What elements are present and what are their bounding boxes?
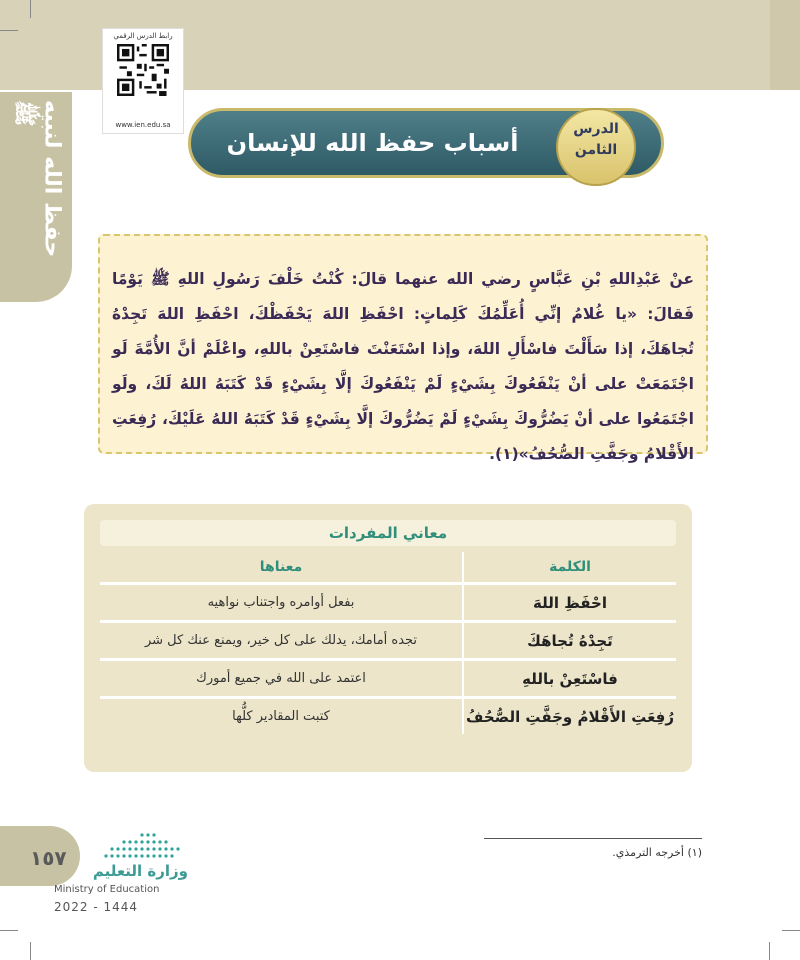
crop-mark: [0, 930, 18, 931]
qr-card[interactable]: [102, 28, 184, 134]
footnote-divider: [484, 838, 702, 839]
ministry-name: وزارة التعليم: [92, 862, 188, 880]
qr-url[interactable]: www.ien.edu.sa: [115, 121, 171, 129]
vocab-meaning: بفعل أوامره واجتناب نواهيه: [100, 584, 463, 622]
ministry-logo-icon: [96, 832, 192, 862]
qr-code-icon[interactable]: [117, 44, 169, 96]
table-row: [100, 622, 676, 660]
column-header-word: الكلمة: [463, 552, 676, 584]
lesson-title: أسباب حفظ الله للإنسان: [226, 129, 519, 157]
column-header-meaning: معناها: [100, 552, 463, 584]
vocabulary-table: [100, 552, 676, 734]
table-row: [100, 698, 676, 735]
footnote: (١) أخرجه الترمذي.: [612, 846, 702, 859]
crop-mark: [30, 0, 31, 18]
crop-mark: [782, 930, 800, 931]
qr-label: رابط الدرس الرقمي: [113, 32, 173, 40]
lesson-badge-label: الدرس: [573, 121, 619, 137]
vocab-meaning: اعتمد على الله في جميع أمورك: [100, 660, 463, 698]
vocab-word: تَجِدْهُ تُجاهَكَ: [463, 622, 676, 660]
crop-mark: [769, 942, 770, 960]
vocab-word: فاسْتَعِنْ باللهِ: [463, 660, 676, 698]
vocabulary-heading: معاني المفردات: [100, 520, 676, 546]
table-row: [100, 584, 676, 622]
vocab-meaning: كتبت المقادير كلُّها: [100, 698, 463, 735]
vocab-word: رُفِعَتِ الأَقْلامُ وجَفَّتِ الصُّحُفُ: [463, 698, 676, 735]
ministry-name-english: Ministry of Education: [54, 884, 160, 895]
hadith-text: عنْ عَبْدِاللهِ بْنِ عَبَّاسٍ رضي الله عنهما قالَ: كُنْتُ خَلْفَ رَسُولِ اللهِ ﷺ يَوْمًا فَقالَ: «يا غُلامُ إنِّي أُعَلِّمُكَ كَلِماتٍ: احْفَظِ اللهَ يَحْفَظْكَ، احْفَظِ اللهَ تَجِدْهُ تُجاهَكَ، إذا سَأَلْتَ فاسْأَلِ اللهَ، وإذا اسْتَعَنْتَ فاسْتَعِنْ باللهِ، واعْلَمْ أنَّ الأُمَّةَ لَو اجْتَمَعَتْ على أنْ يَنْفَعُوكَ بِشَيْءٍ لَمْ يَنْفَعُوكَ إلَّا بِشَيْءٍ قَدْ كَتَبَهُ اللهُ لَكَ، ولَو اجْتَمَعُوا على أنْ يَضُرُّوكَ بِشَيْءٍ لَمْ يَضُرُّوكَ إلَّا بِشَيْءٍ قَدْ كَتَبَهُ اللهُ عَلَيْكَ، رُفِعَتِ الأَقْلامُ وجَفَّتِ الصُّحُفُ»(١).: [112, 270, 694, 463]
lesson-badge-number: الثامن: [574, 142, 618, 158]
table-row: [100, 660, 676, 698]
unit-title: حفظ الله لنبيه ﷺ: [11, 100, 65, 258]
crop-mark: [30, 942, 31, 960]
vocab-word: احْفَظِ اللهَ: [463, 584, 676, 622]
crop-mark: [0, 30, 18, 31]
vocab-meaning: تجده أمامك، يدلك على كل خير، ويمنع عنك كل شر: [100, 622, 463, 660]
edition-year: 2022 - 1444: [54, 900, 139, 914]
page-number: ١٥٧: [30, 846, 67, 870]
top-right-band: [770, 0, 800, 90]
table-header-row: [100, 552, 676, 584]
